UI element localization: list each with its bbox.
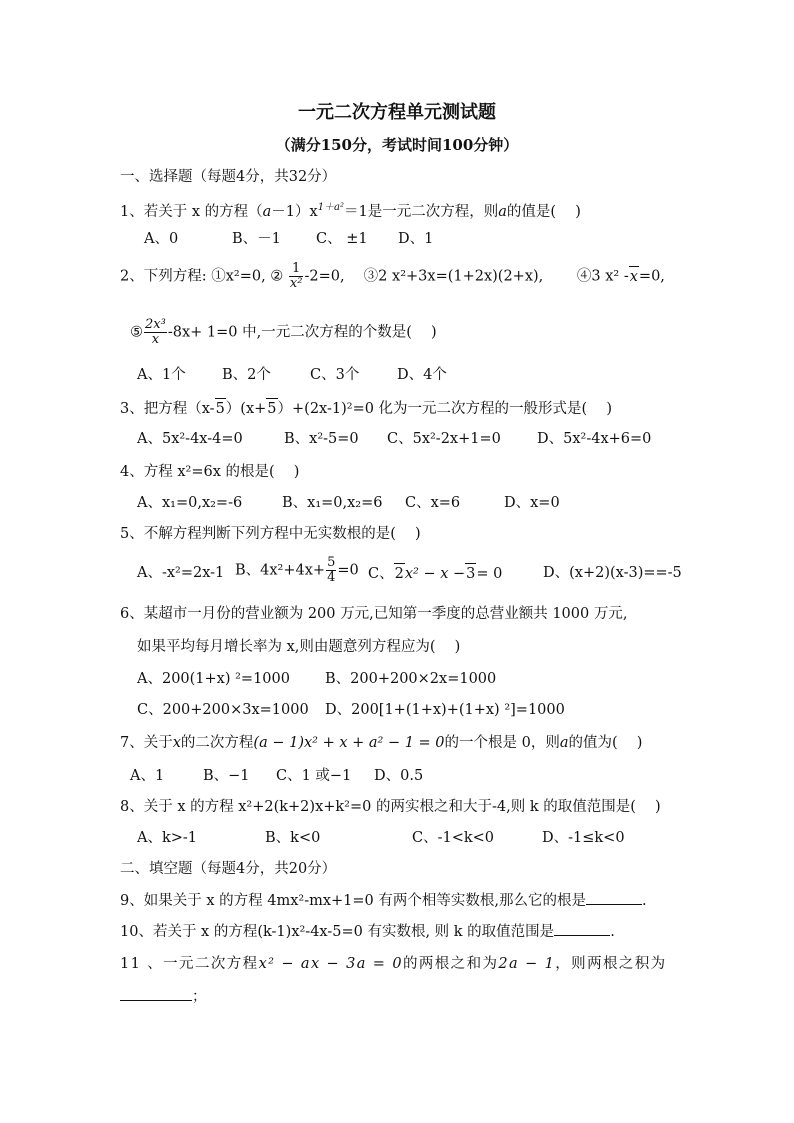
q4-option-a: A、x₁=0,x₂=-6 [137,495,243,511]
q2-sqrt: x [629,266,639,287]
question-6-line-2: 如果平均每月增长率为 x,则由题意列方程应为( ) [137,639,461,655]
q5c-text: x² − x − [404,566,466,582]
q1-option-a: A、0 [144,231,179,247]
q2-frac1-denominator: x² [289,276,303,291]
question-11-line-2 [120,986,207,1007]
q5c-sqrt: 3 [465,563,476,584]
q2-frac2-denominator: x [151,332,160,347]
q8-option-a: A、k>-1 [137,830,198,846]
q9-answer-blank[interactable] [586,890,642,905]
q11-text: 11 、一元二次方程 [120,956,259,972]
q7-var: x [172,735,181,751]
q4-option-c: C、x=6 [405,495,461,511]
q7-option-d: D、0.5 [374,768,424,784]
question-6-line-1: 6、某超市一月份的营业额为 200 万元,已知第一季度的总营业额共 1000 万元, [120,606,628,622]
q9-text: 9、如果关于 x 的方程 4mx²-mx+1=0 有两个相等实数根,那么它的根是 [120,893,586,909]
q4-option-b: B、x₁=0,x₂=6 [282,495,383,511]
q7-text: 7、关于 [120,735,173,751]
q5b-fraction [326,556,336,585]
q7-option-a: A、1 [130,768,165,784]
q2-text: -8x+ 1=0 中,一元二次方程的个数是( ) [167,324,437,341]
q1-text: －1）x [271,203,318,220]
question-8: 8、关于 x 的方程 x²+2(k+2)x+k²=0 的两实根之和大于-4,则 k 的取值范围是( ) [120,799,661,815]
page-title: 一元二次方程单元测试题 [298,102,496,123]
q10-text: . [610,924,615,940]
q1-option-d: D、1 [398,231,434,247]
q1-option-c: C、 ±1 [316,231,368,247]
q5-option-b [235,556,359,585]
q2-fraction-2 [144,318,167,347]
question-11 [120,954,667,974]
q5b-denominator: 4 [327,570,336,585]
q1-text: 1、若关于 x 的方程（ [120,203,263,220]
q4-option-d: D、x=0 [504,495,560,511]
q2-text: 2、下列方程: ①x²=0, ② [120,268,284,285]
q5c-text: = 0 [476,566,503,582]
q7-text: 的值为( ) [568,735,643,751]
question-2-line-2 [130,318,437,347]
q2-fraction-1 [289,262,304,291]
question-2 [120,262,665,291]
q5-option-c [368,563,502,584]
q3-text: 3、把方程（x- [120,401,215,417]
q2-option-d: D、4个 [397,367,447,383]
question-4: 4、方程 x²=6x 的根是( ) [120,464,300,480]
q9-text: . [642,893,647,909]
q7-text: 的一个根是 0，则 [444,735,560,751]
q8-option-d: D、-1≤k<0 [542,830,625,846]
q10-text: 10、若关于 x 的方程(k-1)x²-4x-5=0 有实数根, 则 k 的取值范围是 [120,924,555,940]
section-heading-fill: 二、填空题（每题4分，共20分） [120,861,337,877]
q7-text: 的二次方程 [180,735,254,751]
q5c-text: C、 [368,566,394,582]
q1-exponent: 1＋a² [317,202,345,213]
q6-option-a: A、200(1+x) ²=1000 [137,671,290,687]
q11-text: ，则两根之积为 [555,956,667,972]
q5b-numerator: 5 [327,555,336,570]
q3-text: ）+(2x-1)²=0 化为一元二次方程的一般形式是( ) [277,401,612,417]
q2-frac1-numerator: 1 [289,262,304,277]
q5-option-a: A、-x²=2x-1 [137,565,225,581]
q6-option-b: B、200+200×2x=1000 [325,671,497,687]
question-3 [120,398,612,419]
q3-sqrt: 5 [215,398,226,419]
q8-option-c: C、-1<k<0 [412,830,495,846]
q3-text: ）(x+ [225,401,267,417]
question-9 [120,890,647,911]
q1-option-b: B、－1 [232,231,281,247]
q1-var: a [498,203,507,220]
q10-answer-blank[interactable] [554,921,610,936]
q5-option-d: D、(x+2)(x-3)==-5 [543,565,682,581]
q1-var: a [262,203,272,220]
q2-option-b: B、2个 [222,367,271,383]
question-10 [120,921,615,942]
q6-option-c: C、200+200×3x=1000 [137,702,309,718]
q3-sqrt: 5 [266,398,277,419]
q2-option-a: A、1个 [137,367,186,383]
q7-equation: (a − 1)x² + x + a² − 1 = 0 [253,735,445,751]
q5b-text: B、4x²+4x+ [235,562,326,579]
q11-answer-blank[interactable] [120,986,192,1001]
q3-option-b: B、x²-5=0 [284,431,359,447]
q7-option-c: C、1 或−1 [276,768,352,784]
q3-option-a: A、5x²-4x-4=0 [137,431,243,447]
q7-var: a [559,735,569,751]
q5b-text: =0 [337,562,359,579]
q7-option-b: B、−1 [203,768,250,784]
question-5: 5、不解方程判断下列方程中无实数根的是( ) [120,526,421,542]
q2-text: ⑤ [130,324,143,341]
q2-text: -2=0, ③2 x²+3x=(1+2x)(2+x), ④3 x² - [304,268,629,285]
q3-option-c: C、5x²-2x+1=0 [387,431,501,447]
q5c-sqrt: 2 [394,563,405,584]
q1-text: ＝1是一元二次方程，则 [344,203,499,220]
q3-option-d: D、5x²-4x+6=0 [537,431,652,447]
section-heading-choice: 一、选择题（每题4分，共32分） [120,169,337,185]
q11-sum: 2a − 1 [498,956,556,972]
q8-option-b: B、k<0 [265,830,321,846]
q11-equation: x² − ax − 3a = 0 [258,956,403,972]
q2-frac2-numerator: 2x³ [145,317,166,332]
page-subtitle: （满分150分，考试时间100分钟） [275,136,519,154]
question-1 [120,198,581,222]
question-7 [120,733,642,753]
q2-text: =0, [638,268,665,285]
q11-text: 的两根之和为 [402,956,499,972]
q6-option-d: D、200[1+(1+x)+(1+x) ²]=1000 [325,702,565,718]
q1-text: 的值是( ) [506,203,581,220]
q2-option-c: C、3个 [310,367,360,383]
q11-text: ； [192,989,207,1005]
